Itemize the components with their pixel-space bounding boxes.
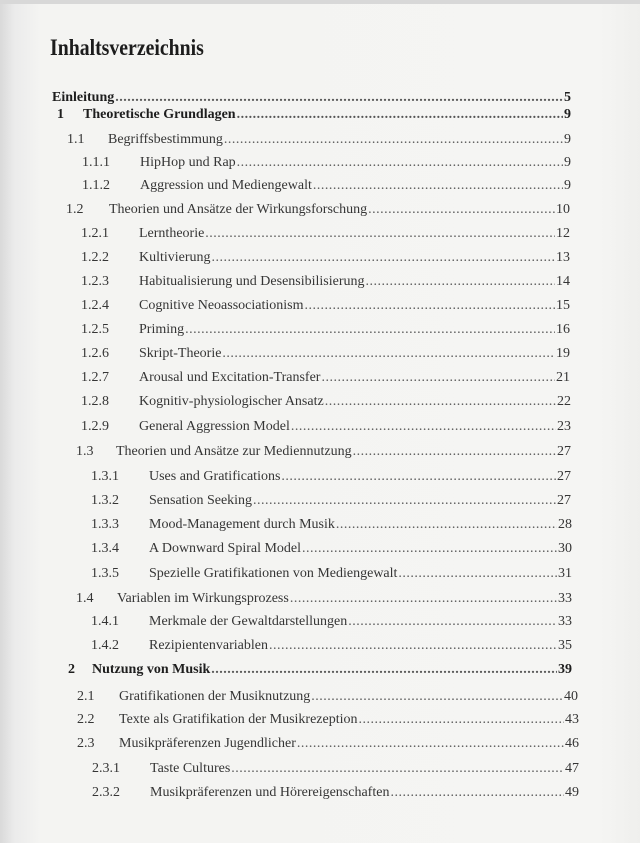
dot-leader	[390, 784, 564, 802]
toc-section-title: Mood-Management durch Musik	[149, 517, 335, 532]
dot-leader	[212, 249, 555, 267]
toc-entry	[66, 201, 570, 219]
toc-entry	[81, 225, 570, 243]
toc-section-title: Texte als Gratifikation der Musikrezeption	[119, 712, 358, 727]
toc-entry	[57, 106, 571, 124]
toc-section-title: Cognitive Neoassociationism	[139, 298, 304, 313]
toc-entry	[91, 516, 572, 534]
toc-section-number: 1.4	[76, 591, 94, 606]
toc-section-number: 1.4.1	[91, 614, 119, 629]
dot-leader	[224, 131, 563, 149]
toc-page-number: 33	[558, 591, 572, 606]
toc-page-number: 13	[556, 250, 570, 265]
dot-leader	[368, 201, 555, 219]
dot-leader	[325, 393, 556, 411]
toc-section-number: 1.2.6	[81, 346, 109, 361]
toc-entry	[92, 760, 579, 778]
toc-section-number: 1.4.2	[91, 638, 119, 653]
toc-entry	[91, 468, 571, 486]
dot-leader	[291, 418, 556, 436]
toc-section-title: Arousal und Excitation-Transfer	[139, 370, 321, 385]
dot-leader	[231, 760, 564, 778]
toc-page-number: 47	[565, 761, 579, 776]
dot-leader	[297, 735, 564, 753]
dot-leader	[321, 369, 555, 387]
toc-page-number: 14	[556, 274, 570, 289]
toc-section-title: Merkmale der Gewaltdarstellungen	[149, 614, 348, 629]
dot-leader	[290, 590, 557, 608]
page-title: Inhaltsverzeichnis	[50, 35, 204, 61]
dot-leader	[115, 89, 563, 107]
toc-section-number: 1	[57, 107, 64, 122]
toc-page-number: 27	[557, 469, 571, 484]
toc-page-number: 49	[565, 785, 579, 800]
toc-entry	[52, 89, 571, 107]
toc-section-title: Nutzung von Musik	[92, 662, 211, 677]
toc-section-number: 1.2.5	[81, 322, 109, 337]
toc-entry	[67, 131, 571, 149]
dot-leader	[302, 540, 557, 558]
toc-page-number: 10	[556, 202, 570, 217]
toc-entry	[81, 418, 571, 436]
dot-leader	[311, 688, 563, 706]
toc-page-number: 15	[556, 298, 570, 313]
toc-section-title: Einleitung	[52, 90, 115, 105]
toc-section-title: Musikpräferenzen Jugendlicher	[119, 736, 296, 751]
toc-section-title: General Aggression Model	[139, 419, 290, 434]
toc-page-number: 40	[564, 689, 578, 704]
toc-page-number: 35	[558, 638, 572, 653]
toc-section-title: Sensation Seeking	[149, 493, 253, 508]
toc-entry	[81, 345, 570, 363]
toc-entry	[81, 369, 570, 387]
toc-entry	[77, 735, 579, 753]
toc-entry	[81, 273, 570, 291]
toc-entry	[91, 565, 572, 583]
toc-entry	[77, 688, 578, 706]
toc-entry	[91, 613, 572, 631]
toc-section-number: 1.2.7	[81, 370, 109, 385]
toc-entry	[81, 321, 570, 339]
toc-page-number: 23	[557, 419, 571, 434]
toc-section-number: 1.2.2	[81, 250, 109, 265]
dot-leader	[366, 273, 555, 291]
toc-section-title: Habitualisierung und Desensibilisierung	[139, 274, 365, 289]
toc-section-title: Rezipientenvariablen	[149, 638, 268, 653]
toc-section-number: 1.1.1	[82, 155, 110, 170]
toc-section-number: 1.2.4	[81, 298, 109, 313]
toc-section-title: Theorien und Ansätze der Wirkungsforschung	[109, 202, 368, 217]
toc-section-title: Begriffsbestimmung	[108, 132, 223, 147]
toc-section-title: Kultivierung	[139, 250, 211, 265]
toc-section-title: Spezielle Gratifikationen von Mediengewalt	[149, 566, 398, 581]
toc-section-title: Kognitiv-physiologischer Ansatz	[139, 394, 324, 409]
toc-section-number: 2.3	[77, 736, 95, 751]
toc-page-number: 12	[556, 226, 570, 241]
toc-section-title: Lerntheorie	[139, 226, 205, 241]
dot-leader	[185, 321, 555, 339]
dot-leader	[211, 661, 557, 679]
toc-page-number: 21	[556, 370, 570, 385]
toc-section-title: A Downward Spiral Model	[149, 541, 302, 556]
toc-section-title: Skript-Theorie	[139, 346, 222, 361]
toc-page-number: 33	[558, 614, 572, 629]
toc-section-title: Taste Cultures	[150, 761, 231, 776]
toc-entry	[91, 540, 572, 558]
dot-leader	[281, 468, 556, 486]
toc-section-number: 1.3	[76, 444, 94, 459]
dot-leader	[269, 637, 557, 655]
toc-entry	[82, 154, 571, 172]
dot-leader	[348, 613, 557, 631]
toc-page-number: 30	[558, 541, 572, 556]
toc-entry	[91, 492, 571, 510]
dot-leader	[304, 297, 555, 315]
toc-entry	[81, 297, 570, 315]
toc-section-number: 1.3.3	[91, 517, 119, 532]
toc-page-number: 31	[558, 566, 572, 581]
toc-section-title: Gratifikationen der Musiknutzung	[119, 689, 311, 704]
toc-section-title: Aggression und Mediengewalt	[140, 178, 312, 193]
toc-page-number: 5	[564, 90, 571, 105]
dot-leader	[398, 565, 557, 583]
dot-leader	[253, 492, 556, 510]
dot-leader	[336, 516, 557, 534]
toc-section-number: 2	[68, 662, 75, 677]
toc-section-number: 1.3.4	[91, 541, 119, 556]
dot-leader	[237, 106, 563, 124]
toc-page-number: 9	[564, 178, 571, 193]
toc-section-number: 1.1	[67, 132, 85, 147]
dot-leader	[222, 345, 555, 363]
toc-section-number: 1.3.1	[91, 469, 119, 484]
toc-page-number: 39	[558, 662, 572, 677]
toc-entry	[82, 177, 571, 195]
toc-page-number: 27	[557, 444, 571, 459]
toc-entry	[68, 661, 572, 679]
toc-entry	[76, 590, 572, 608]
toc-entry	[92, 784, 579, 802]
toc-section-number: 1.3.2	[91, 493, 119, 508]
dot-leader	[313, 177, 563, 195]
dot-leader	[353, 443, 556, 461]
toc-entry	[91, 637, 572, 655]
toc-entry	[77, 711, 579, 729]
toc-page-number: 9	[564, 107, 571, 122]
toc-section-title: HipHop und Rap	[140, 155, 236, 170]
toc-section-title: Uses and Gratifications	[149, 469, 281, 484]
toc-section-title: Theoretische Grundlagen	[83, 107, 236, 122]
toc-section-number: 1.3.5	[91, 566, 119, 581]
toc-section-title: Variablen im Wirkungsprozess	[117, 591, 289, 606]
toc-section-number: 1.2.1	[81, 226, 109, 241]
toc-section-number: 1.2.3	[81, 274, 109, 289]
toc-section-number: 1.1.2	[82, 178, 110, 193]
toc-page-number: 22	[557, 394, 571, 409]
toc-page-number: 16	[556, 322, 570, 337]
toc-section-title: Musikpräferenzen und Hörereigenschaften	[150, 785, 390, 800]
toc-entry	[81, 393, 571, 411]
toc-section-number: 2.1	[77, 689, 95, 704]
toc-section-number: 1.2.8	[81, 394, 109, 409]
toc-page-number: 19	[556, 346, 570, 361]
toc-section-number: 2.3.1	[92, 761, 120, 776]
toc-section-number: 1.2	[66, 202, 84, 217]
toc-entry	[76, 443, 571, 461]
toc-section-title: Priming	[139, 322, 185, 337]
dot-leader	[359, 711, 565, 729]
toc-page-number: 43	[565, 712, 579, 727]
toc-section-number: 2.3.2	[92, 785, 120, 800]
toc-page-number: 9	[564, 155, 571, 170]
toc-page-number: 27	[557, 493, 571, 508]
dot-leader	[205, 225, 555, 243]
toc-entry	[81, 249, 570, 267]
toc-section-number: 2.2	[77, 712, 95, 727]
toc-section-title: Theorien und Ansätze zur Mediennutzung	[116, 444, 352, 459]
toc-section-number: 1.2.9	[81, 419, 109, 434]
toc-page-number: 46	[565, 736, 579, 751]
toc-page-number: 9	[564, 132, 571, 147]
dot-leader	[237, 154, 563, 172]
toc-page-number: 28	[558, 517, 572, 532]
